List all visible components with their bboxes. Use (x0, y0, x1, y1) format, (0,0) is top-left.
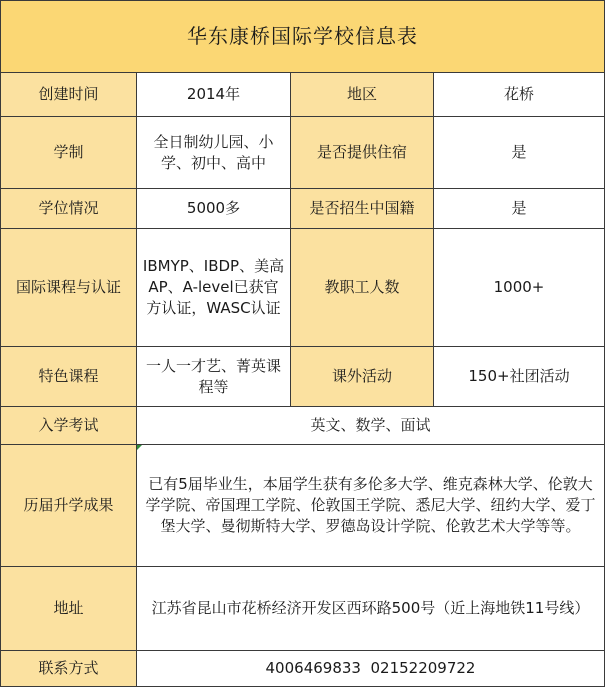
founded-label: 创建时间 (1, 73, 137, 117)
chinese-nationality-value: 是 (434, 189, 605, 229)
table-row (1, 189, 605, 229)
system-value: 全日制幼儿园、小学、初中、高中 (137, 117, 291, 189)
places-label: 学位情况 (1, 189, 137, 229)
address-label: 地址 (1, 567, 137, 651)
comment-marker-icon (137, 445, 142, 450)
staff-count-label: 教职工人数 (291, 229, 434, 347)
table-row (1, 117, 605, 189)
table-row (1, 73, 605, 117)
boarding-value: 是 (434, 117, 605, 189)
contact-value: 4006469833 02152209722 (137, 651, 605, 687)
features-value: 一人一才艺、菁英课程等 (137, 347, 291, 407)
results-text: 已有5届毕业生，本届学生获有多伦多大学、维克森林大学、伦敦大学学院、帝国理工学院、伦敦国王学院、悉尼大学、纽约大学、爱丁堡大学、曼彻斯特大学、罗德岛设计学院、伦敦艺术大学等等。 (145, 475, 596, 535)
founded-value: 2014年 (137, 73, 291, 117)
table-row (1, 445, 605, 567)
results-value (137, 445, 605, 567)
system-label: 学制 (1, 117, 137, 189)
table-row (1, 651, 605, 687)
table-title: 华东康桥国际学校信息表 (1, 1, 605, 73)
activities-label: 课外活动 (291, 347, 434, 407)
features-label: 特色课程 (1, 347, 137, 407)
table-row (1, 347, 605, 407)
places-value: 5000多 (137, 189, 291, 229)
table-row (1, 407, 605, 445)
table-row (1, 229, 605, 347)
region-value: 花桥 (434, 73, 605, 117)
address-value: 江苏省昆山市花桥经济开发区西环路500号（近上海地铁11号线） (137, 567, 605, 651)
results-label: 历届升学成果 (1, 445, 137, 567)
boarding-label: 是否提供住宿 (291, 117, 434, 189)
contact-label: 联系方式 (1, 651, 137, 687)
curriculum-label: 国际课程与认证 (1, 229, 137, 347)
curriculum-value: IBMYP、IBDP、美高AP、A-level已获官方认证，WASC认证 (137, 229, 291, 347)
table-row (1, 567, 605, 651)
exam-label: 入学考试 (1, 407, 137, 445)
region-label: 地区 (291, 73, 434, 117)
staff-count-value: 1000+ (434, 229, 605, 347)
activities-value: 150+社团活动 (434, 347, 605, 407)
chinese-nationality-label: 是否招生中国籍 (291, 189, 434, 229)
exam-value: 英文、数学、面试 (137, 407, 605, 445)
